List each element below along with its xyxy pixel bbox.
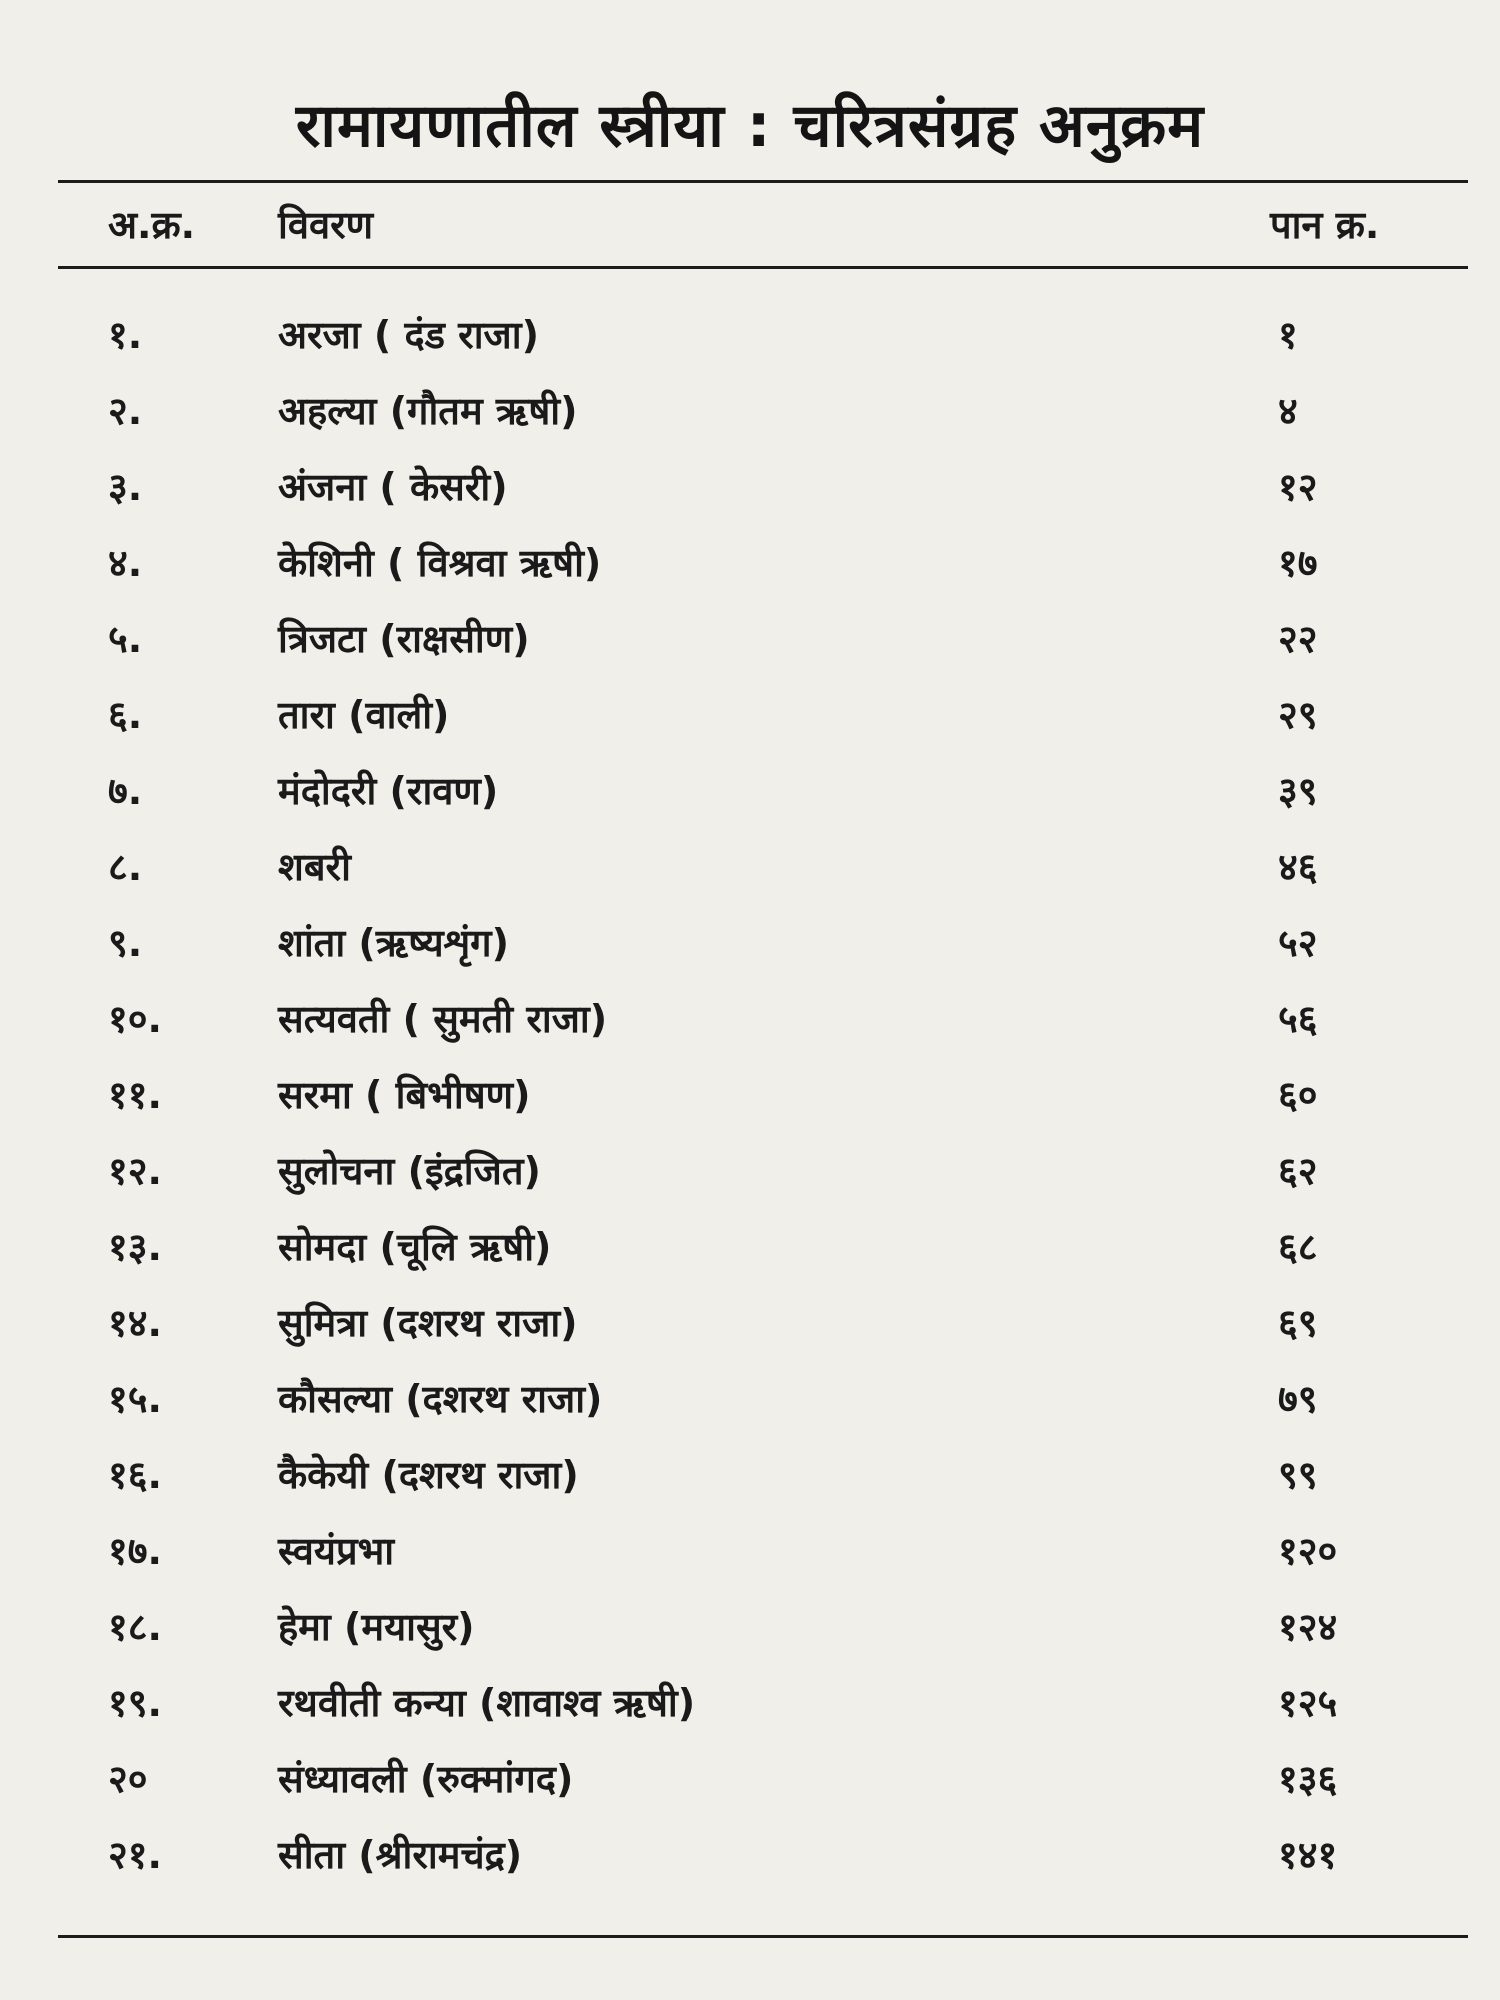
- entry-description: तारा (वाली): [278, 693, 450, 737]
- toc-row: [0, 1144, 1500, 1220]
- entry-number: २.: [108, 389, 143, 433]
- page-title: रामायणातील स्त्रीया : चरित्रसंग्रह अनुक्रम: [295, 91, 1205, 161]
- entry-number: १.: [108, 313, 143, 357]
- entry-number: २१.: [108, 1833, 162, 1877]
- entry-description: केशिनी ( विश्रवा ऋषी): [278, 541, 602, 585]
- entry-number: २०: [108, 1757, 148, 1801]
- entry-page: ३९: [1278, 769, 1318, 813]
- entry-page: १३६: [1278, 1757, 1338, 1801]
- toc-row: [0, 536, 1500, 612]
- entry-description: स्वयंप्रभा: [278, 1529, 395, 1573]
- entry-number: ११.: [108, 1073, 162, 1117]
- entry-number: १३.: [108, 1225, 162, 1269]
- header-description: विवरण: [278, 203, 374, 247]
- entry-page: ५६: [1278, 997, 1318, 1041]
- entry-description: शबरी: [278, 845, 351, 889]
- entry-description: कैकेयी (दशरथ राजा): [278, 1453, 579, 1497]
- entry-number: ३.: [108, 465, 143, 509]
- entry-number: ६.: [108, 693, 143, 737]
- entry-number: ७.: [108, 769, 143, 813]
- header-page: पान क्र.: [1270, 203, 1380, 247]
- entry-description: हेमा (मयासुर): [278, 1605, 475, 1649]
- entry-page: १४१: [1278, 1833, 1338, 1877]
- entry-number: १६.: [108, 1453, 162, 1497]
- entry-page: ४: [1278, 389, 1298, 433]
- entry-page: १२: [1278, 465, 1318, 509]
- entry-page: १२४: [1278, 1605, 1338, 1649]
- entry-description: सुलोचना (इंद्रजित): [278, 1149, 541, 1193]
- entry-page: ६९: [1278, 1301, 1318, 1345]
- toc-row: [0, 612, 1500, 688]
- toc-row: [0, 1372, 1500, 1448]
- entry-page: २२: [1278, 617, 1318, 661]
- entry-description: संध्यावली (रुक्मांगद): [278, 1757, 574, 1801]
- toc-row: [0, 1600, 1500, 1676]
- toc-row: [0, 916, 1500, 992]
- toc-row: [0, 308, 1500, 384]
- entry-number: १९.: [108, 1681, 162, 1725]
- toc-row: [0, 384, 1500, 460]
- entry-number: ९.: [108, 921, 143, 965]
- header-divider: [58, 266, 1468, 269]
- entry-description: सीता (श्रीरामचंद्र): [278, 1833, 523, 1877]
- toc-row: [0, 1296, 1500, 1372]
- entry-description: रथवीती कन्या (शावाश्व ऋषी): [278, 1681, 696, 1725]
- entry-page: ६२: [1278, 1149, 1318, 1193]
- toc-row: [0, 1524, 1500, 1600]
- toc-row: [0, 1068, 1500, 1144]
- entry-number: ५.: [108, 617, 143, 661]
- entry-number: १८.: [108, 1605, 162, 1649]
- entry-page: ७९: [1278, 1377, 1318, 1421]
- entry-page: १२०: [1278, 1529, 1338, 1573]
- entry-number: १०.: [108, 997, 162, 1041]
- entry-page: ५२: [1278, 921, 1318, 965]
- toc-row: [0, 1828, 1500, 1904]
- entry-page: ६०: [1278, 1073, 1318, 1117]
- entry-number: १२.: [108, 1149, 162, 1193]
- entry-page: १७: [1278, 541, 1318, 585]
- toc-row: [0, 1676, 1500, 1752]
- entry-number: ८.: [108, 845, 143, 889]
- entry-description: अंजना ( केसरी): [278, 465, 508, 509]
- toc-row: [0, 460, 1500, 536]
- entry-page: २९: [1278, 693, 1318, 737]
- toc-row: [0, 992, 1500, 1068]
- toc-row: [0, 840, 1500, 916]
- entry-description: सत्यवती ( सुमती राजा): [278, 997, 608, 1041]
- entry-description: सरमा ( बिभीषण): [278, 1073, 531, 1117]
- entry-page: १: [1278, 313, 1298, 357]
- top-divider: [58, 180, 1468, 183]
- toc-row: [0, 1220, 1500, 1296]
- entry-page: ९९: [1278, 1453, 1318, 1497]
- entry-number: ४.: [108, 541, 143, 585]
- entry-description: अरजा ( दंड राजा): [278, 313, 539, 357]
- entry-description: सुमित्रा (दशरथ राजा): [278, 1301, 578, 1345]
- entry-description: अहल्या (गौतम ऋषी): [278, 389, 578, 433]
- entry-page: ४६: [1278, 845, 1318, 889]
- entry-description: त्रिजटा (राक्षसीण): [278, 617, 530, 661]
- entry-description: मंदोदरी (रावण): [278, 769, 499, 813]
- entry-page: ६८: [1278, 1225, 1318, 1269]
- entry-page: १२५: [1278, 1681, 1338, 1725]
- entry-description: कौसल्या (दशरथ राजा): [278, 1377, 603, 1421]
- entry-number: १४.: [108, 1301, 162, 1345]
- bottom-divider: [58, 1935, 1468, 1938]
- entry-description: शांता (ऋष्यशृंग): [278, 921, 509, 965]
- toc-row: [0, 1448, 1500, 1524]
- toc-entries: [0, 308, 1500, 1904]
- toc-row: [0, 1752, 1500, 1828]
- entry-number: १५.: [108, 1377, 162, 1421]
- header-number: अ.क्र.: [108, 203, 196, 247]
- toc-row: [0, 764, 1500, 840]
- toc-row: [0, 688, 1500, 764]
- entry-description: सोमदा (चूलि ऋषी): [278, 1225, 552, 1269]
- entry-number: १७.: [108, 1529, 162, 1573]
